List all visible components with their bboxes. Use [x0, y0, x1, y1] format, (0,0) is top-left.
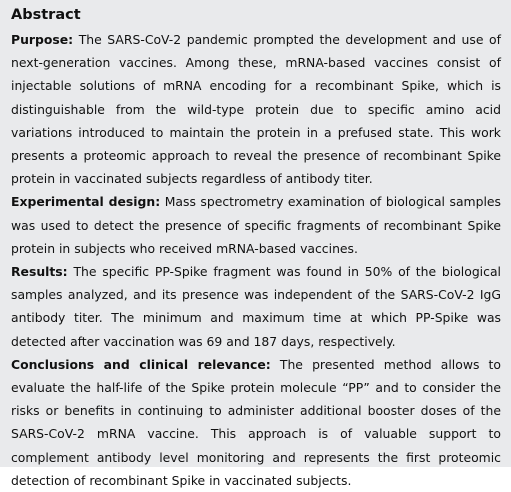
conclusions-paragraph	[11, 353, 501, 492]
results-text: The specific PP-Spike fragment was found in 50% of the biological samples analyzed, and its presence was independent of the SARS-CoV-2 IgG antibody titer. The minimum and maximum time at which PP-Spike was detected after vaccination was 69 and 187 days, respectively.	[11, 264, 501, 349]
results-paragraph	[11, 260, 501, 353]
experimental-design-label: Experimental design:	[11, 194, 161, 210]
results-label: Results:	[11, 264, 68, 280]
abstract-heading: Abstract	[11, 7, 81, 23]
purpose-text: The SARS-CoV-2 pandemic prompted the development and use of next-generation vaccines. Among these, mRNA-based vaccines consist of injectable solutions of mRNA encoding for a recombinant Spike, which is distinguishable from the wild-type protein due to specific amino acid variations introduced to maintain the protein in a prefused state. This work presents a proteomic approach to reveal the presence of recombinant Spike protein in vaccinated subjects regardless of antibody titer.	[11, 32, 501, 187]
purpose-label: Purpose:	[11, 32, 74, 47]
experimental-design-text: Mass spectrometry examination of biological samples was used to detect the presence of specific fragments of recombinant Spike protein in subjects who received mRNA-based vaccines.	[11, 194, 501, 256]
conclusions-label: Conclusions and clinical relevance:	[11, 356, 271, 372]
conclusions-text: The presented method allows to evaluate the half-life of the Spike protein molecule “PP” and to consider the risks or benefits in continuing to administer additional booster doses of the SARS-CoV-2 mRNA vaccine. This approach is of valuable support to complement antibody level monitoring and represents the first proteomic detection of recombinant Spike in vaccinated subjects.	[11, 356, 501, 488]
experimental-design-paragraph	[11, 190, 501, 260]
purpose-paragraph	[11, 28, 501, 190]
